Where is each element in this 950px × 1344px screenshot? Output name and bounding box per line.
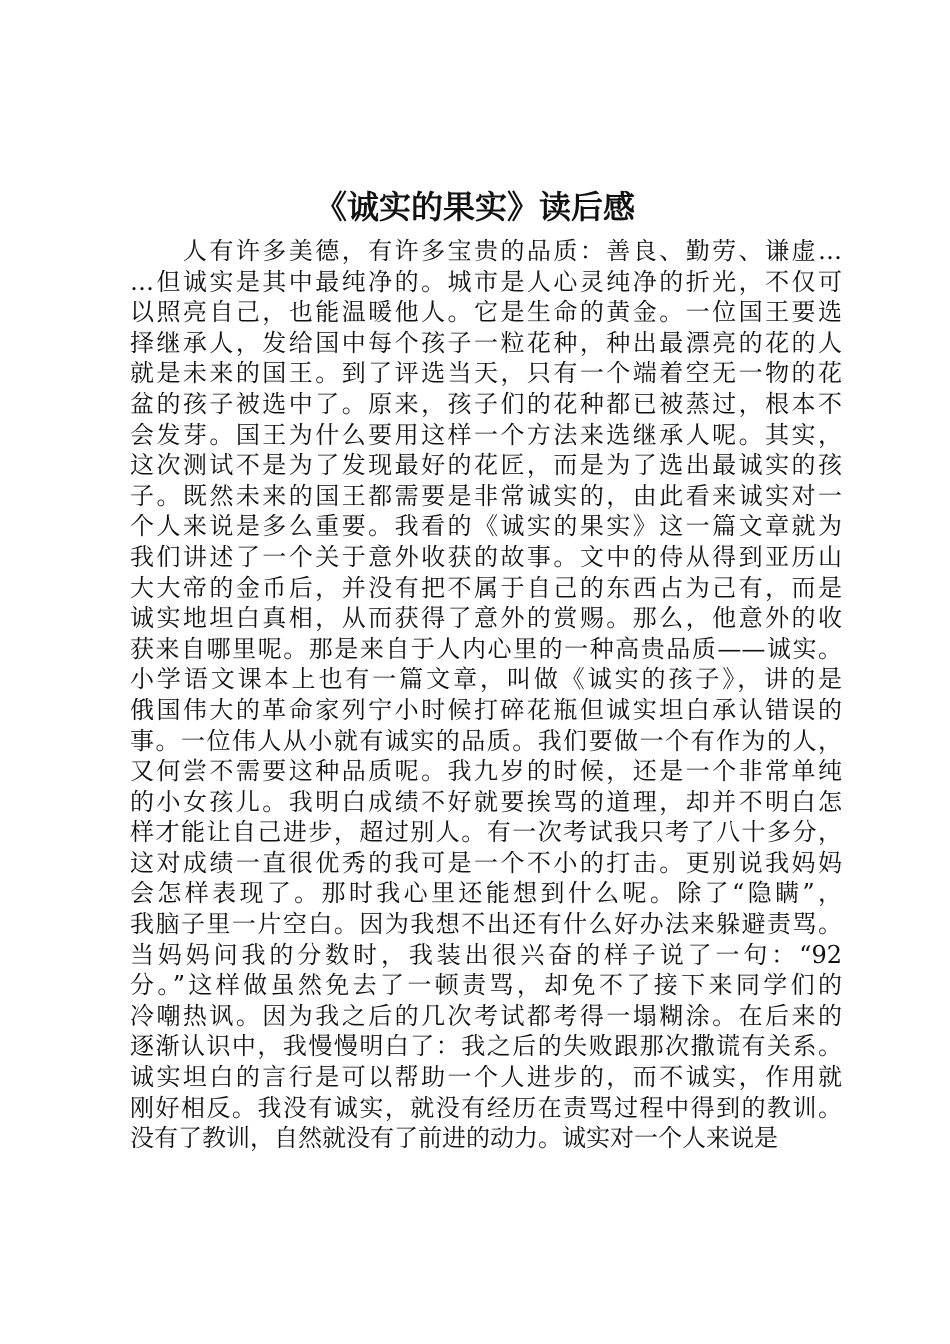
body-line: 刚好相反。我没有诚实，就没有经历在责骂过程中得到的教训。 [130,1093,842,1122]
body-line: 诚实地坦白真相，从而获得了意外的赏赐。那么，他意外的收 [130,604,842,633]
body-line: 分。”这样做虽然免去了一顿责骂，却免不了接下来同学们的 [130,971,842,1000]
document-body [130,236,842,1154]
body-line: 人有许多美德，有许多宝贵的品质：善良、勤劳、谦虚… [130,237,842,265]
body-line: 我脑子里一片空白。因为我想不出还有什么好办法来躲避责骂。 [130,910,842,939]
body-line: 我们讲述了一个关于意外收获的故事。文中的侍从得到亚历山 [130,542,842,571]
body-line: 冷嘲热讽。因为我之后的几次考试都考得一塌糊涂。在后来的 [130,1001,842,1030]
body-line: 样才能让自己进步，超过别人。有一次考试我只考了八十多分， [130,818,842,847]
body-line: 没有了教训，自然就没有了前进的动力。诚实对一个人来说是 [130,1124,778,1153]
body-line: 择继承人，发给国中每个孩子一粒花种，种出最漂亮的花的人 [130,328,842,357]
body-line: 以照亮自己，也能温暖他人。它是生命的黄金。一位国王要选 [130,298,842,327]
body-line: 会怎样表现了。那时我心里还能想到什么呢。除了“隐瞒”， [130,879,842,908]
document-title: 《诚实的果实》读后感 [314,188,635,226]
body-line: 会发芽。国王为什么要用这样一个方法来选继承人呢。其实， [130,420,842,449]
body-line: 获来自哪里呢。那是来自于人内心里的一种高贵品质——诚实。 [130,634,842,663]
body-line: 大大帝的金币后，并没有把不属于自己的东西占为己有，而是 [130,573,842,602]
body-line: 的小女孩儿。我明白成绩不好就要挨骂的道理，却并不明白怎 [130,787,842,816]
body-line: 俄国伟大的革命家列宁小时候打碎花瓶但诚实坦白承认错误的 [130,695,842,724]
body-line: 盆的孩子被选中了。原来，孩子们的花种都已被蒸过，根本不 [130,389,842,418]
body-line: 子。既然未来的国王都需要是非常诚实的，由此看来诚实对一 [130,481,842,510]
body-line: 个人来说是多么重要。我看的《诚实的果实》这一篇文章就为 [130,512,842,541]
body-line: 又何尝不需要这种品质呢。我九岁的时候，还是一个非常单纯 [130,757,842,786]
body-line: 当妈妈问我的分数时，我装出很兴奋的样子说了一句：“92 [130,940,842,969]
body-line: 这对成绩一直很优秀的我可是一个不小的打击。更别说我妈妈 [130,848,842,877]
body-line: 就是未来的国王。到了评选当天，只有一个端着空无一物的花 [130,359,842,388]
body-line: 这次测试不是为了发现最好的花匠，而是为了选出最诚实的孩 [130,451,842,480]
body-line: 事。一位伟人从小就有诚实的品质。我们要做一个有作为的人， [130,726,842,755]
body-line: 小学语文课本上也有一篇文章，叫做《诚实的孩子》，讲的是 [130,665,842,694]
body-line: …但诚实是其中最纯净的。城市是人心灵纯净的折光，不仅可 [130,267,842,296]
body-line: 诚实坦白的言行是可以帮助一个人进步的，而不诚实，作用就 [130,1063,842,1092]
body-line: 逐渐认识中，我慢慢明白了：我之后的失败跟那次撒谎有关系。 [130,1032,842,1061]
